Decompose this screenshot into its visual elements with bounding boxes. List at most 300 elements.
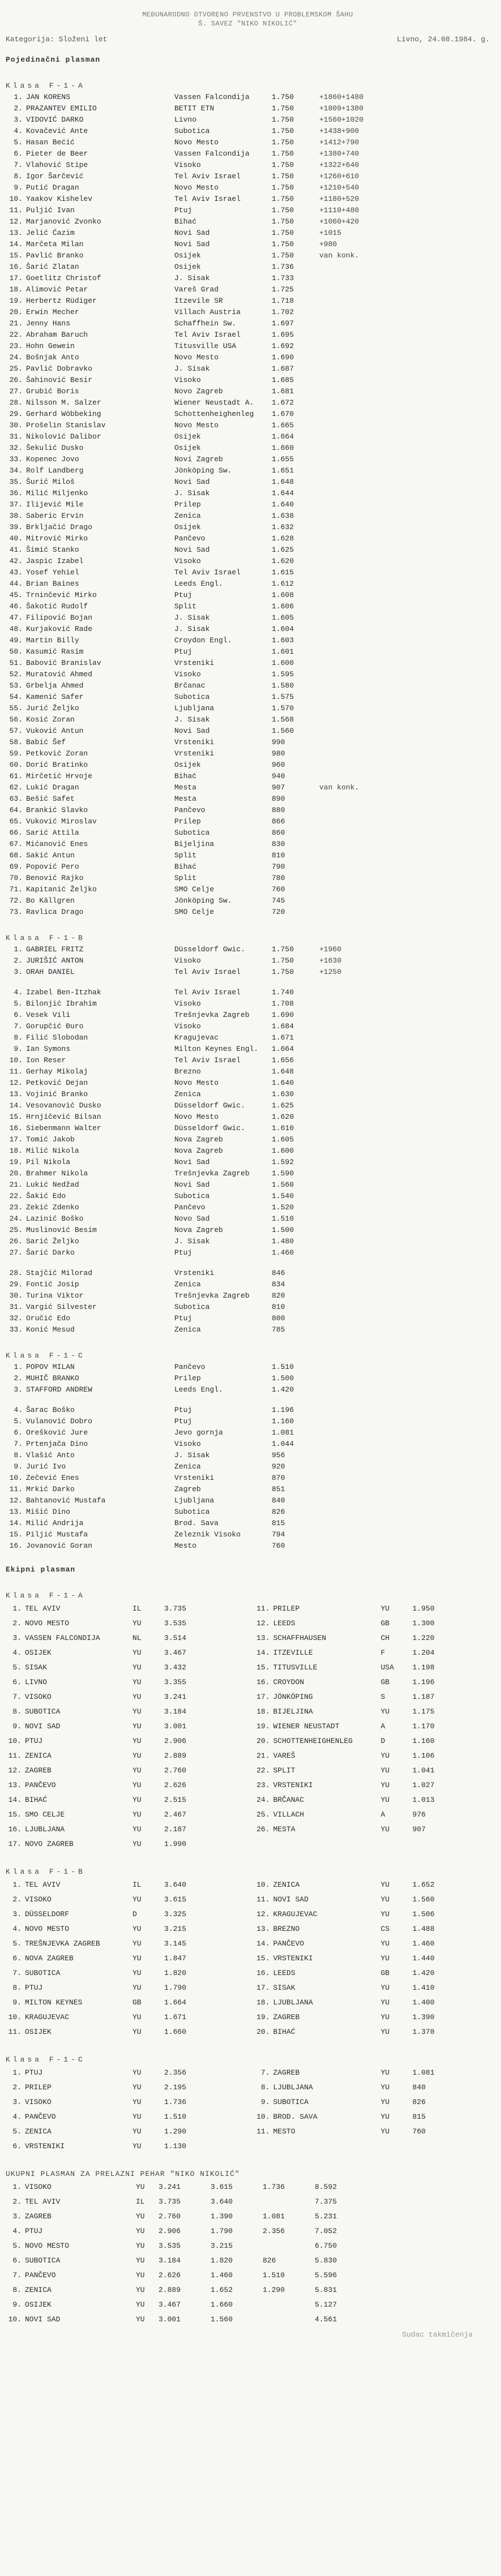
flyoff-time: +1380+740 [319, 149, 359, 158]
points: 1.595 [272, 670, 294, 679]
rank: 45. [9, 591, 23, 599]
team-entry-left [6, 2010, 242, 2025]
club-name: Kragujevac [174, 1033, 219, 1042]
result-row [6, 250, 490, 261]
club-name: Leeds Engl. [174, 1385, 223, 1394]
flyoff-time: +980 [319, 240, 337, 248]
club-name: Novo Mesto [174, 183, 219, 192]
result-row [6, 998, 490, 1010]
team-name: LEEDS [273, 1969, 296, 1977]
flyoff-time [319, 363, 404, 375]
points: 1.628 [272, 534, 294, 543]
points: 1.750 [272, 251, 294, 260]
team-name: PANČEVO [25, 1781, 56, 1789]
club-name: Visoko [174, 999, 201, 1008]
team-name: TEL AVIV [25, 1604, 61, 1613]
result-row [6, 725, 490, 737]
competitor-name: Vlahović Stipe [26, 161, 88, 169]
team-row [6, 1995, 490, 2010]
team-row [6, 1793, 490, 1808]
flyoff-time [319, 839, 404, 850]
rank: 6. [14, 1011, 23, 1019]
club-name: Düsseldorf Gwic. [174, 1101, 245, 1110]
team-country: YU [132, 1707, 142, 1716]
flyoff-time [319, 1157, 404, 1168]
team-rank: 2. [12, 1895, 22, 1904]
result-row [6, 352, 490, 363]
flyoff-time: +1438+900 [319, 127, 359, 135]
result-row [6, 1145, 490, 1157]
rank: 72. [9, 896, 23, 905]
team-row [6, 1705, 490, 1719]
team-entry-right [254, 1793, 490, 1808]
team-name: LIVNO [25, 1678, 48, 1686]
score-f1a: 2.760 [159, 2212, 181, 2221]
team-points: 3.145 [164, 1939, 187, 1948]
club-name: Croydon Engl. [174, 636, 232, 645]
result-row [6, 895, 490, 907]
points: 1.671 [272, 1033, 294, 1042]
competitor-name: Mićanović Enes [26, 840, 88, 848]
team-row [6, 1778, 490, 1793]
team-points: 1.196 [412, 1678, 435, 1686]
flyoff-time [319, 1111, 404, 1123]
club-name: Ljubljana [174, 704, 215, 712]
result-row [6, 386, 490, 397]
points: 1.560 [272, 727, 294, 735]
team-rank: 10. [8, 1737, 22, 1745]
club-name: Schaffhein Sw. [174, 319, 237, 328]
competitor-name: Šimić Stanko [26, 546, 79, 554]
team-country: YU [132, 1781, 142, 1789]
final-country: YU [136, 2286, 145, 2294]
flyoff-time [319, 1405, 404, 1416]
club-name: Subotica [174, 693, 210, 701]
club-name: SMO Celje [174, 885, 215, 894]
club-name: Ljubljana [174, 1496, 215, 1505]
final-row [6, 2224, 490, 2239]
competitor-name: Pil Nikola [26, 1158, 71, 1166]
points: 1.655 [272, 455, 294, 463]
team-name: PTUJ [25, 1983, 43, 1992]
rank: 4. [14, 127, 23, 135]
final-rank: 8. [12, 2286, 22, 2294]
team-points: 3.184 [164, 1707, 187, 1716]
result-row [6, 805, 490, 816]
team-points: 907 [412, 1825, 426, 1834]
team-name: TEL AVIV [25, 1881, 61, 1889]
rank: 15. [9, 1113, 23, 1121]
points: 1.750 [272, 206, 294, 214]
team-name: NOVA ZAGREB [25, 1954, 74, 1963]
team-name: SCHAFFHAUSEN [273, 1634, 327, 1642]
rank: 7. [14, 1440, 23, 1448]
result-row [6, 1213, 490, 1225]
points: 1.750 [272, 104, 294, 113]
club-name: Ptuj [174, 647, 192, 656]
rank: 10. [9, 195, 23, 203]
team-country: D [132, 1910, 137, 1918]
result-row [6, 771, 490, 782]
club-name: Subotica [174, 1508, 210, 1516]
points: 780 [272, 874, 285, 882]
team-name [273, 1837, 381, 1852]
team-country: YU [132, 1840, 142, 1848]
final-row [6, 2312, 490, 2327]
team-points: 1.300 [412, 1619, 435, 1628]
result-row [6, 329, 490, 341]
rank: 33. [9, 455, 23, 463]
flyoff-time [319, 1010, 404, 1021]
result-row [6, 341, 490, 352]
rank: 35. [9, 478, 23, 486]
team-entry-right [254, 1631, 490, 1646]
team-name: BROD. SAVA [273, 2113, 318, 2121]
points: 1.460 [272, 1248, 294, 1257]
club-name: Osijek [174, 523, 201, 531]
rank: 41. [9, 546, 23, 554]
final-row [6, 2195, 490, 2209]
flyoff-time [319, 987, 404, 998]
team-row [6, 1808, 490, 1822]
team-rank: 10. [256, 2113, 270, 2121]
points: 1.612 [272, 579, 294, 588]
competitor-name: Brankić Slavko [26, 806, 88, 814]
competitor-name: Sarić Željko [26, 1237, 79, 1246]
team-name: VILLACH [273, 1810, 305, 1819]
document-subheader: Š. SAVEZ "NIKO NIKOLIĆ" [198, 20, 297, 28]
competitor-name: Jelić Ćazim [26, 229, 75, 237]
rank: 6. [14, 149, 23, 158]
team-entry-left [6, 1808, 242, 1822]
team-country: YU [132, 1693, 142, 1701]
rank: 7. [14, 1022, 23, 1031]
team-country: YU [380, 2068, 390, 2077]
club-name: Prilep [174, 500, 201, 509]
team-rank: 19. [256, 2013, 270, 2021]
flyoff-time [319, 771, 404, 782]
competitor-name: Šekulić Dusko [26, 444, 84, 452]
result-row [6, 978, 490, 987]
competitor-name: Oručić Edo [26, 1314, 71, 1323]
club-name: Vassen Falcondija [174, 93, 250, 101]
team-country: YU [132, 1663, 142, 1672]
score-f1b: 1.390 [211, 2212, 233, 2221]
team-country: YU [132, 1751, 142, 1760]
result-row [6, 1089, 490, 1100]
final-country: YU [136, 2315, 145, 2324]
score-f1c: 1.510 [263, 2271, 285, 2279]
team-rank: 1. [12, 1881, 22, 1889]
club-name: Subotica [174, 1192, 210, 1200]
flyoff-time [319, 409, 404, 420]
result-row [6, 1506, 490, 1518]
competitor-name: Kapitanić Željko [26, 885, 97, 894]
rank: 17. [9, 274, 23, 282]
flyoff-time: +1060+420 [319, 217, 359, 226]
club-name: Ptuj [174, 1417, 192, 1426]
team-row [6, 1937, 490, 1951]
result-row [6, 556, 490, 567]
rank: 50. [9, 647, 23, 656]
flyoff-time [319, 1213, 404, 1225]
result-row [6, 1225, 490, 1236]
team-rank: 5. [12, 2127, 22, 2136]
rank: 29. [9, 1280, 23, 1289]
result-row [6, 499, 490, 510]
rank: 15. [9, 1530, 23, 1539]
flyoff-time [319, 703, 404, 714]
team-country: YU [380, 1939, 390, 1948]
team-entry-left [6, 1822, 242, 1837]
result-row [6, 827, 490, 839]
rank: 13. [9, 1508, 23, 1516]
team-name: MILTON KEYNES [25, 1998, 83, 2007]
team-rank: 11. [256, 2127, 270, 2136]
result-row [6, 454, 490, 465]
team-points: 1.400 [412, 1998, 435, 2007]
result-row [6, 171, 490, 182]
final-row [6, 2268, 490, 2283]
team-points: 840 [412, 2083, 426, 2092]
team-country: YU [380, 2127, 390, 2136]
club-name: J. Sisak [174, 489, 210, 497]
club-name: Bihać [174, 772, 197, 780]
flyoff-time [319, 1268, 404, 1279]
rank: 14. [9, 240, 23, 248]
score-f1b: 1.660 [211, 2300, 233, 2309]
flyoff-time [319, 1259, 404, 1268]
flyoff-time: +1110+480 [319, 206, 359, 214]
team-rank: 2. [12, 2083, 22, 2092]
points: 1.750 [272, 240, 294, 248]
points: 820 [272, 1291, 285, 1300]
team-name: PTUJ [25, 1737, 43, 1745]
rank: 43. [9, 568, 23, 577]
competitor-name: Kasumić Rasim [26, 647, 84, 656]
competitor-name: Yosef Yehiel [26, 568, 79, 577]
result-row [6, 126, 490, 137]
team-name: VAREŠ [273, 1751, 296, 1760]
team-entry-right [254, 1763, 490, 1778]
flyoff-time [319, 1324, 404, 1336]
points: 1.750 [272, 149, 294, 158]
flyoff-time: van konk. [319, 783, 359, 792]
team-rank: 11. [8, 1751, 22, 1760]
points: 1.651 [272, 466, 294, 475]
team-points: 1.290 [164, 2127, 187, 2136]
result-row [6, 1384, 490, 1396]
points: 1.750 [272, 945, 294, 954]
result-row [6, 1032, 490, 1044]
rank: 65. [9, 817, 23, 826]
rank: 23. [9, 342, 23, 350]
team-country: YU [132, 1678, 142, 1686]
flyoff-time [319, 488, 404, 499]
team-entry-left [6, 1734, 242, 1749]
class-title: Klasa F-1-B [6, 934, 85, 942]
score-f1b: 3.615 [211, 2183, 233, 2191]
team-points: 826 [412, 2098, 426, 2106]
rank: 61. [9, 772, 23, 780]
club-name: Tel Aviv Israel [174, 968, 241, 976]
result-row [6, 476, 490, 488]
team-row [6, 2080, 490, 2095]
competitor-name: Gerhard Wöbbeking [26, 410, 101, 418]
rank: 21. [9, 319, 23, 328]
points: 1.708 [272, 999, 294, 1008]
rank: 33. [9, 1325, 23, 1334]
team-points: 1.220 [412, 1634, 435, 1642]
result-row [6, 1279, 490, 1290]
team-rank: 11. [256, 1895, 270, 1904]
team-entry-right [254, 2010, 490, 2025]
flyoff-time [319, 295, 404, 307]
competitor-name: Kopenec Jovo [26, 455, 79, 463]
rank: 25. [9, 364, 23, 373]
team-entry-left [6, 2025, 242, 2040]
final-rank: 9. [12, 2300, 22, 2309]
score-f1a: 2.626 [159, 2271, 181, 2279]
points [272, 1259, 319, 1268]
points: 1.640 [272, 1079, 294, 1087]
rank: 5. [14, 999, 23, 1008]
result-row [6, 533, 490, 544]
rank: 51. [9, 659, 23, 667]
team-entry-right [254, 1995, 490, 2010]
result-row [6, 1247, 490, 1259]
result-row [6, 1495, 490, 1506]
rank: 62. [9, 783, 23, 792]
team-points: 1.187 [412, 1693, 435, 1701]
flyoff-time [319, 1123, 404, 1134]
points: 866 [272, 817, 285, 826]
team-entry-right [254, 1646, 490, 1660]
final-row [6, 2283, 490, 2298]
competitor-name: Prošelin Stanislav [26, 421, 106, 430]
points: 1.196 [272, 1406, 294, 1414]
points: 785 [272, 1325, 285, 1334]
team-points: 3.640 [164, 1881, 187, 1889]
team-country: YU [132, 2098, 142, 2106]
result-row [6, 363, 490, 375]
final-team: PTUJ [25, 2227, 43, 2235]
team-rank: 8. [260, 2083, 270, 2092]
competitor-name: Tomić Jakob [26, 1135, 75, 1144]
flyoff-time [319, 522, 404, 533]
competitor-name: JURIŠIĆ ANTON [26, 956, 84, 965]
points: 1.750 [272, 115, 294, 124]
competitor-name: Nikolović Dalibor [26, 432, 101, 441]
team-name: SISAK [25, 1663, 48, 1672]
rank: 67. [9, 840, 23, 848]
result-row [6, 443, 490, 454]
club-name [174, 1259, 272, 1268]
club-name: Novi Zagreb [174, 455, 223, 463]
result-row [6, 420, 490, 431]
team-rank: 25. [256, 1810, 270, 1819]
club-name: Novo Mesto [174, 353, 219, 362]
flyoff-time [319, 1506, 404, 1518]
team-name: ZENICA [25, 2127, 52, 2136]
result-row [6, 205, 490, 216]
club-name: Vrsteniki [174, 1269, 215, 1277]
team-points: 1.847 [164, 1954, 187, 1963]
team-name: NOVO ZAGREB [25, 1840, 74, 1848]
rank: 19. [9, 1158, 23, 1166]
final-country: YU [136, 2183, 145, 2191]
points: 1.697 [272, 319, 294, 328]
rank: 54. [9, 693, 23, 701]
result-row [6, 1134, 490, 1145]
points: 1.660 [272, 444, 294, 452]
competitor-name: Jurić Ivo [26, 1462, 66, 1471]
result-row [6, 1055, 490, 1066]
result-row [6, 703, 490, 714]
final-rank: 7. [12, 2271, 22, 2279]
team-rank: 4. [12, 1648, 22, 1657]
team-name: DÜSSELDORF [25, 1910, 70, 1918]
rank: 24. [9, 353, 23, 362]
result-row [6, 273, 490, 284]
rank: 18. [9, 285, 23, 294]
result-row [6, 1396, 490, 1405]
competitor-name: Mirčetić Hrvoje [26, 772, 93, 780]
club-name: Novi Sad [174, 546, 210, 554]
rank: 16. [9, 1124, 23, 1132]
club-name: Nova Zagreb [174, 1147, 223, 1155]
team-name: ZENICA [273, 1881, 300, 1889]
result-row [6, 1450, 490, 1461]
flyoff-time [319, 1100, 404, 1111]
points: 1.750 [272, 93, 294, 101]
result-row [6, 295, 490, 307]
team-rank: 6. [12, 1954, 22, 1963]
competitor-name: Filipović Bojan [26, 613, 93, 622]
points: 1.638 [272, 512, 294, 520]
points: 800 [272, 1314, 285, 1323]
team-country: YU [132, 1825, 142, 1834]
flyoff-time [319, 1495, 404, 1506]
team-country: YU [380, 1796, 390, 1804]
result-row [6, 590, 490, 601]
club-name: Brod. Sava [174, 1519, 219, 1527]
club-name: Pančevo [174, 1203, 205, 1212]
points: 1.750 [272, 138, 294, 147]
team-points: 1.175 [412, 1707, 435, 1716]
team-entry-left [6, 1719, 242, 1734]
flyoff-time [319, 861, 404, 873]
club-name: Ptuj [174, 1314, 192, 1323]
result-row [6, 669, 490, 680]
team-name: PRILEP [25, 2083, 52, 2092]
flyoff-time [319, 805, 404, 816]
team-country: YU [380, 1983, 390, 1992]
competitor-name: Nilsson M. Salzer [26, 398, 101, 407]
team-points: 2.515 [164, 1796, 187, 1804]
competitor-name: Šakić Edo [26, 1192, 66, 1200]
rank: 46. [9, 602, 23, 611]
points: 1.750 [272, 195, 294, 203]
team-entry-right [254, 1734, 490, 1749]
competitor-name: Jaspic Izabel [26, 557, 84, 565]
points: 1.590 [272, 1169, 294, 1178]
points: 1.648 [272, 478, 294, 486]
result-row [6, 714, 490, 725]
team-points: 1.106 [412, 1751, 435, 1760]
team-rank: 20. [256, 2028, 270, 2036]
team-entry-left [6, 2139, 242, 2154]
